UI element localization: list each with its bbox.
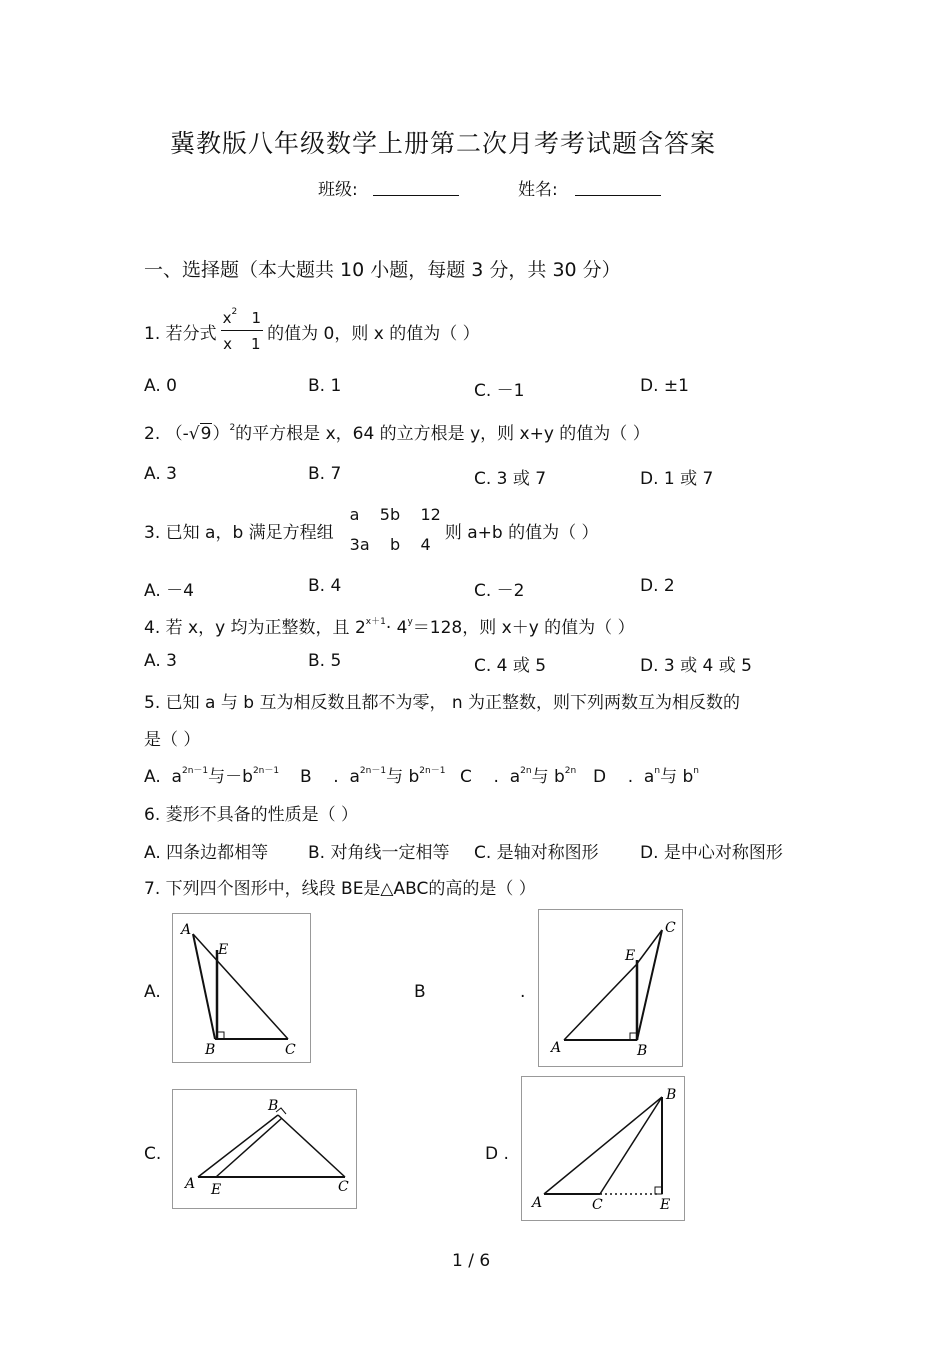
q6-option-a: A. 四条边都相等 — [144, 843, 269, 863]
q7-figure-b-drawing — [539, 910, 682, 1066]
q2-option-b: B. 7 — [308, 464, 342, 484]
q4-exp2: y — [407, 617, 413, 627]
q5-option-c-exp-a: 2n — [520, 766, 532, 776]
q3-eq1: a 5b 12 — [349, 505, 441, 524]
q5-option-b-mid: 与 b — [386, 767, 420, 787]
q1-option-c: C. －1 — [474, 381, 525, 401]
q2-prefix: 2. （- — [144, 424, 189, 444]
q7-figure-d — [521, 1076, 685, 1221]
q7-c-point-a: A — [185, 1176, 196, 1192]
name-label: 姓名: — [518, 180, 558, 200]
q7-figure-c — [172, 1089, 357, 1209]
q4-exp1: x＋1 — [365, 617, 386, 627]
q5-option-b-exp-a: 2n－1 — [359, 766, 387, 776]
q2-radicand: 9 — [200, 424, 212, 444]
q1-num-exp: 2 — [231, 307, 238, 317]
q2-option-d: D. 1 或 7 — [640, 469, 714, 489]
page-number: 1 / 6 — [452, 1251, 491, 1271]
q5-option-b-exp-b: 2n－1 — [419, 766, 446, 776]
q5-option-c-exp-b: 2n — [564, 766, 577, 776]
q1-option-a: A. 0 — [144, 376, 177, 396]
q7-stem: 7. 下列四个图形中，线段 BE是△ABC的高的是（ ） — [144, 879, 536, 899]
q7-a-point-e: E — [218, 942, 229, 958]
q5-stem-line1: 5. 已知 a 与 b 互为相反数且都不为零， n 为正整数，则下列两数互为相反数的 — [144, 693, 741, 713]
q4-option-a: A. 3 — [144, 651, 177, 671]
q7-option-c-label: C. — [144, 1144, 162, 1164]
question-1 — [144, 306, 480, 356]
q7-b-point-e: E — [625, 948, 636, 964]
q6-option-d: D. 是中心对称图形 — [640, 843, 783, 863]
q1-option-d: D. ±1 — [640, 376, 689, 396]
question-3 — [144, 500, 599, 560]
q1-prefix: 1. 若分式 — [144, 323, 217, 344]
class-label: 班级: — [318, 180, 358, 200]
q1-suffix: 的值为 0，则 x 的值为（ ） — [267, 323, 480, 344]
q7-d-point-b: B — [666, 1087, 677, 1103]
q3-option-a: A. －4 — [144, 581, 194, 601]
question-2 — [144, 419, 650, 444]
q7-figure-c-drawing — [173, 1090, 356, 1208]
q2-option-a: A. 3 — [144, 464, 177, 484]
q3-eq2: 3a b 4 — [349, 535, 431, 554]
q7-figure-b — [538, 909, 683, 1067]
name-field[interactable] — [575, 176, 661, 196]
q3-option-d: D. 2 — [640, 576, 675, 596]
q1-num-rest: 1 — [237, 309, 262, 327]
question-4 — [144, 613, 635, 638]
q7-d-point-e: E — [660, 1197, 671, 1213]
class-field[interactable] — [373, 176, 459, 196]
q7-d-point-c: C — [592, 1197, 603, 1213]
q5-option-a-label: A. — [144, 767, 161, 787]
q5-option-a-mid: 与－b — [208, 767, 253, 787]
sqrt-icon: √ — [188, 424, 200, 444]
q3-prefix: 3. 已知 a，b 满足方程组 — [144, 522, 334, 543]
q7-option-d-label: D . — [485, 1144, 509, 1164]
q5-option-c-mid: 与 b — [531, 767, 565, 787]
q5-option-d — [593, 762, 699, 787]
q7-d-point-a: A — [532, 1195, 543, 1211]
q6-option-b: B. 对角线一定相等 — [308, 843, 450, 863]
q4-option-b: B. 5 — [308, 651, 342, 671]
q4-option-d: D. 3 或 4 或 5 — [640, 656, 752, 676]
q5-option-d-mid: 与 b — [660, 767, 694, 787]
q5-option-c — [460, 762, 576, 787]
q3-option-c: C. －2 — [474, 581, 525, 601]
q3-option-b: B. 4 — [308, 576, 342, 596]
q2-option-c: C. 3 或 7 — [474, 469, 547, 489]
section-title: 一、选择题（本大题共 10 小题，每题 3 分，共 30 分） — [144, 259, 621, 281]
q5-option-b-label: B . — [300, 767, 339, 787]
q1-num-base: x — [222, 309, 232, 327]
q2-suffix: 的平方根是 x，64 的立方根是 y，则 x+y 的值为（ ） — [235, 424, 650, 444]
q2-exp: 2 — [229, 423, 236, 433]
q1-fraction — [221, 309, 263, 353]
q1-option-b: B. 1 — [308, 376, 342, 396]
q7-c-point-c: C — [338, 1179, 349, 1195]
q7-b-point-c: C — [665, 920, 676, 936]
q3-suffix: 则 a+b 的值为（ ） — [444, 522, 599, 543]
q5-option-c-a: a — [509, 767, 521, 787]
q5-option-d-label: D . — [593, 767, 634, 787]
q5-option-b-a: a — [349, 767, 360, 787]
q5-option-b — [300, 762, 445, 787]
q3-equation-system — [350, 500, 441, 560]
q5-option-d-exp-b: n — [693, 766, 699, 776]
q5-option-c-label: C . — [460, 767, 499, 787]
q2-mid: ） — [212, 424, 230, 444]
q7-a-point-b: B — [205, 1042, 216, 1058]
q5-stem-line2: 是（ ） — [144, 730, 201, 750]
q7-option-a-label: A. — [144, 982, 161, 1002]
q5-option-a — [144, 762, 279, 787]
q7-option-b-dot: . — [520, 982, 526, 1002]
q7-figure-a — [172, 913, 311, 1063]
q4-suffix: ＝128，则 x＋y 的值为（ ） — [412, 618, 635, 638]
page-title: 冀教版八年级数学上册第二次月考考试题含答案 — [170, 129, 717, 158]
q5-option-a-a: a — [171, 767, 182, 787]
q4-mid: · 4 — [385, 618, 408, 638]
q7-c-point-e: E — [211, 1182, 222, 1198]
q7-a-point-a: A — [181, 922, 192, 938]
q7-c-point-b: B — [268, 1098, 279, 1114]
q7-b-point-b: B — [637, 1043, 648, 1059]
q5-option-a-exp-b: 2n－1 — [252, 766, 280, 776]
q5-option-a-exp-a: 2n－1 — [181, 766, 209, 776]
q1-den: x 1 — [223, 335, 261, 353]
q7-figure-d-drawing — [522, 1077, 684, 1220]
q5-option-d-a: a — [643, 767, 655, 787]
q7-figure-a-drawing — [173, 914, 310, 1062]
q7-b-point-a: A — [551, 1040, 562, 1056]
q7-a-point-c: C — [285, 1042, 296, 1058]
q4-option-c: C. 4 或 5 — [474, 656, 547, 676]
q5-option-d-exp-a: n — [654, 766, 661, 776]
q6-option-c: C. 是轴对称图形 — [474, 843, 599, 863]
q6-stem: 6. 菱形不具备的性质是（ ） — [144, 805, 359, 825]
q7-option-b-label: B — [414, 982, 426, 1002]
q4-prefix: 4. 若 x，y 均为正整数，且 2 — [144, 618, 366, 638]
